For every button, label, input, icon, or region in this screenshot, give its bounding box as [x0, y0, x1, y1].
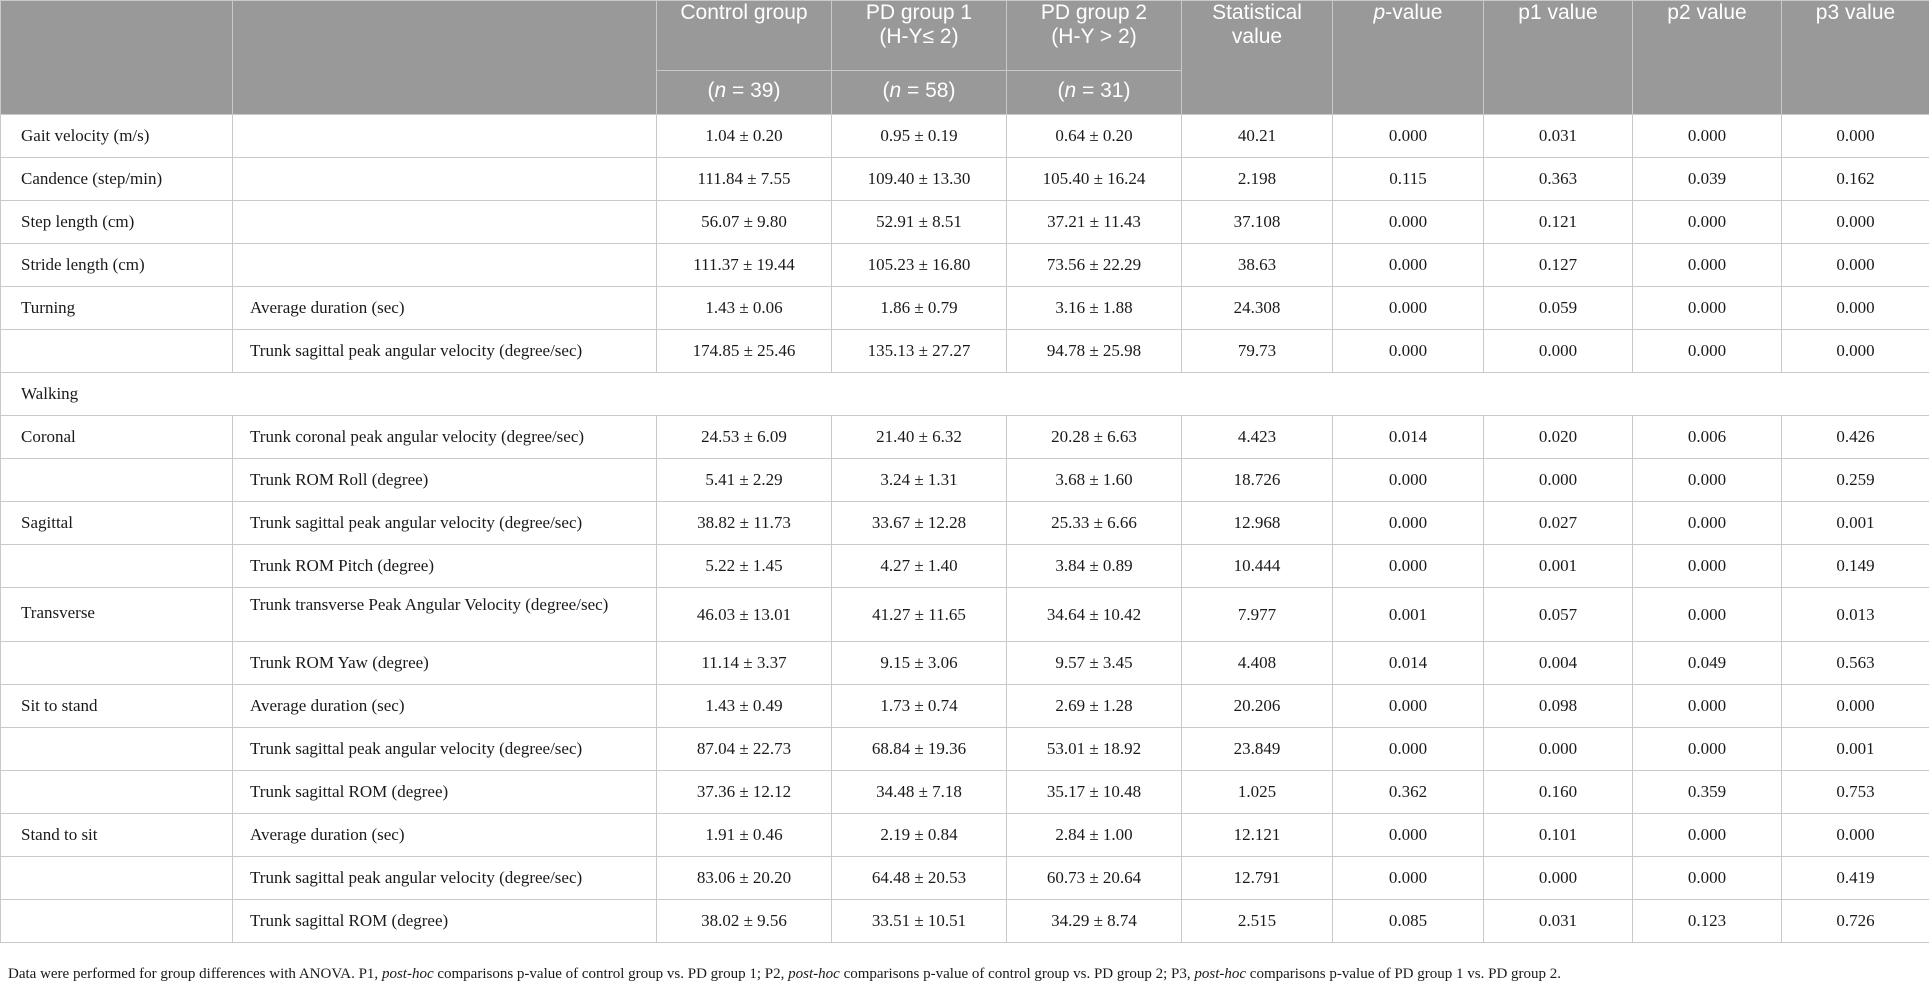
- row-measure: Trunk sagittal peak angular velocity (degree/sec): [233, 857, 657, 900]
- cell-control-value: 46.03 ± 13.01: [657, 588, 832, 642]
- row-category: [1, 642, 233, 685]
- row-measure: Trunk sagittal ROM (degree): [233, 771, 657, 814]
- row-category: [1, 857, 233, 900]
- table-body: [1, 115, 1929, 943]
- cell-statistical-value: 4.408: [1182, 642, 1333, 685]
- row-category: Coronal: [1, 416, 233, 459]
- table-row: [1, 459, 1929, 502]
- row-measure: [233, 158, 657, 201]
- cell-statistical-value: 38.63: [1182, 244, 1333, 287]
- cell-p2-value: 0.000: [1633, 115, 1782, 158]
- cell-control-value: 37.36 ± 12.12: [657, 771, 832, 814]
- cell-p2-value: 0.000: [1633, 287, 1782, 330]
- cell-p1-value: 0.059: [1484, 287, 1633, 330]
- row-measure: Trunk ROM Pitch (degree): [233, 545, 657, 588]
- cell-p1-value: 0.057: [1484, 588, 1633, 642]
- header-n-control: (n = 39): [657, 71, 832, 115]
- row-category: Gait velocity (m/s): [1, 115, 233, 158]
- cell-p3-value: 0.000: [1782, 287, 1929, 330]
- header-p-value: p-value: [1333, 1, 1484, 115]
- row-category: [1, 728, 233, 771]
- cell-pd1-value: 33.51 ± 10.51: [832, 900, 1007, 943]
- cell-p2-value: 0.359: [1633, 771, 1782, 814]
- cell-control-value: 174.85 ± 25.46: [657, 330, 832, 373]
- cell-p1-value: 0.121: [1484, 201, 1633, 244]
- row-measure: [233, 201, 657, 244]
- cell-p1-value: 0.000: [1484, 728, 1633, 771]
- cell-p1-value: 0.000: [1484, 459, 1633, 502]
- row-measure: [233, 244, 657, 287]
- row-measure: Trunk transverse Peak Angular Velocity (degree/sec): [233, 588, 657, 642]
- cell-pd1-value: 135.13 ± 27.27: [832, 330, 1007, 373]
- cell-p-value: 0.000: [1333, 545, 1484, 588]
- row-category: Sagittal: [1, 502, 233, 545]
- cell-pd2-value: 105.40 ± 16.24: [1007, 158, 1182, 201]
- table-header: [1, 1, 1929, 115]
- cell-p1-value: 0.000: [1484, 330, 1633, 373]
- table-row: [1, 588, 1929, 642]
- table-row: [1, 900, 1929, 943]
- table-row: [1, 416, 1929, 459]
- header-pd-group-2: PD group 2 (H-Y > 2): [1007, 1, 1182, 71]
- cell-statistical-value: 2.198: [1182, 158, 1333, 201]
- row-category: [1, 771, 233, 814]
- cell-control-value: 1.04 ± 0.20: [657, 115, 832, 158]
- cell-p1-value: 0.127: [1484, 244, 1633, 287]
- cell-pd2-value: 25.33 ± 6.66: [1007, 502, 1182, 545]
- cell-p3-value: 0.000: [1782, 814, 1929, 857]
- cell-pd1-value: 1.86 ± 0.79: [832, 287, 1007, 330]
- table-row: [1, 244, 1929, 287]
- table-row: [1, 287, 1929, 330]
- cell-statistical-value: 18.726: [1182, 459, 1333, 502]
- cell-pd2-value: 35.17 ± 10.48: [1007, 771, 1182, 814]
- cell-pd2-value: 20.28 ± 6.63: [1007, 416, 1182, 459]
- table-row: [1, 814, 1929, 857]
- header-blank-2: [233, 1, 657, 115]
- header-n-pd2: (n = 31): [1007, 71, 1182, 115]
- row-category: [1, 330, 233, 373]
- cell-p1-value: 0.027: [1484, 502, 1633, 545]
- cell-pd1-value: 0.95 ± 0.19: [832, 115, 1007, 158]
- cell-p2-value: 0.000: [1633, 814, 1782, 857]
- row-measure: [233, 115, 657, 158]
- cell-p3-value: 0.149: [1782, 545, 1929, 588]
- cell-p2-value: 0.000: [1633, 459, 1782, 502]
- header-pd-group-1: PD group 1 (H-Y≤ 2): [832, 1, 1007, 71]
- cell-p3-value: 0.001: [1782, 502, 1929, 545]
- cell-p3-value: 0.000: [1782, 115, 1929, 158]
- cell-statistical-value: 12.791: [1182, 857, 1333, 900]
- cell-statistical-value: 4.423: [1182, 416, 1333, 459]
- cell-control-value: 1.43 ± 0.49: [657, 685, 832, 728]
- cell-p3-value: 0.001: [1782, 728, 1929, 771]
- cell-pd1-value: 33.67 ± 12.28: [832, 502, 1007, 545]
- cell-p-value: 0.000: [1333, 287, 1484, 330]
- cell-p3-value: 0.563: [1782, 642, 1929, 685]
- cell-p2-value: 0.000: [1633, 502, 1782, 545]
- cell-p3-value: 0.753: [1782, 771, 1929, 814]
- cell-control-value: 5.41 ± 2.29: [657, 459, 832, 502]
- cell-control-value: 56.07 ± 9.80: [657, 201, 832, 244]
- cell-pd1-value: 3.24 ± 1.31: [832, 459, 1007, 502]
- cell-p1-value: 0.098: [1484, 685, 1633, 728]
- row-category: Step length (cm): [1, 201, 233, 244]
- cell-control-value: 87.04 ± 22.73: [657, 728, 832, 771]
- table-row: [1, 857, 1929, 900]
- cell-p1-value: 0.101: [1484, 814, 1633, 857]
- cell-p3-value: 0.259: [1782, 459, 1929, 502]
- table-row: [1, 158, 1929, 201]
- table-row: [1, 545, 1929, 588]
- cell-p2-value: 0.000: [1633, 330, 1782, 373]
- cell-pd1-value: 64.48 ± 20.53: [832, 857, 1007, 900]
- table-footnote: Data were performed for group differences with ANOVA. P1, post-hoc comparisons p-value of control group vs. PD group 1; P2, post-hoc comparisons p-value of control group vs. PD group 2; P3, post-hoc comparisons p-value of PD group 1 vs. PD group 2.: [8, 966, 1562, 982]
- cell-pd2-value: 73.56 ± 22.29: [1007, 244, 1182, 287]
- cell-pd1-value: 21.40 ± 6.32: [832, 416, 1007, 459]
- row-measure: Trunk ROM Yaw (degree): [233, 642, 657, 685]
- cell-statistical-value: 24.308: [1182, 287, 1333, 330]
- cell-pd2-value: 53.01 ± 18.92: [1007, 728, 1182, 771]
- cell-p3-value: 0.000: [1782, 330, 1929, 373]
- cell-p-value: 0.115: [1333, 158, 1484, 201]
- row-category: [1, 459, 233, 502]
- cell-p-value: 0.000: [1333, 814, 1484, 857]
- cell-pd1-value: 4.27 ± 1.40: [832, 545, 1007, 588]
- cell-control-value: 111.84 ± 7.55: [657, 158, 832, 201]
- cell-p-value: 0.085: [1333, 900, 1484, 943]
- cell-p-value: 0.362: [1333, 771, 1484, 814]
- cell-statistical-value: 37.108: [1182, 201, 1333, 244]
- cell-p-value: 0.000: [1333, 201, 1484, 244]
- cell-control-value: 111.37 ± 19.44: [657, 244, 832, 287]
- cell-pd2-value: 0.64 ± 0.20: [1007, 115, 1182, 158]
- row-measure: Trunk sagittal peak angular velocity (degree/sec): [233, 728, 657, 771]
- cell-p3-value: 0.419: [1782, 857, 1929, 900]
- cell-pd2-value: 2.69 ± 1.28: [1007, 685, 1182, 728]
- cell-pd1-value: 34.48 ± 7.18: [832, 771, 1007, 814]
- table-row: [1, 115, 1929, 158]
- cell-control-value: 1.91 ± 0.46: [657, 814, 832, 857]
- cell-p-value: 0.000: [1333, 330, 1484, 373]
- cell-pd1-value: 41.27 ± 11.65: [832, 588, 1007, 642]
- row-category: Stand to sit: [1, 814, 233, 857]
- cell-p1-value: 0.000: [1484, 857, 1633, 900]
- cell-control-value: 5.22 ± 1.45: [657, 545, 832, 588]
- row-measure: Trunk sagittal ROM (degree): [233, 900, 657, 943]
- section-label: Walking: [1, 373, 1929, 416]
- cell-p-value: 0.000: [1333, 459, 1484, 502]
- cell-statistical-value: 79.73: [1182, 330, 1333, 373]
- table-row: [1, 728, 1929, 771]
- header-control-group: Control group: [657, 1, 832, 71]
- row-category: Turning: [1, 287, 233, 330]
- cell-p2-value: 0.000: [1633, 201, 1782, 244]
- cell-p3-value: 0.726: [1782, 900, 1929, 943]
- cell-pd1-value: 2.19 ± 0.84: [832, 814, 1007, 857]
- cell-p-value: 0.000: [1333, 115, 1484, 158]
- cell-statistical-value: 10.444: [1182, 545, 1333, 588]
- row-category: [1, 545, 233, 588]
- cell-p-value: 0.001: [1333, 588, 1484, 642]
- table-row: [1, 502, 1929, 545]
- cell-pd1-value: 52.91 ± 8.51: [832, 201, 1007, 244]
- cell-control-value: 1.43 ± 0.06: [657, 287, 832, 330]
- cell-p3-value: 0.426: [1782, 416, 1929, 459]
- row-measure: Trunk sagittal peak angular velocity (degree/sec): [233, 502, 657, 545]
- header-n-pd1: (n = 58): [832, 71, 1007, 115]
- cell-statistical-value: 12.121: [1182, 814, 1333, 857]
- cell-pd1-value: 1.73 ± 0.74: [832, 685, 1007, 728]
- cell-statistical-value: 20.206: [1182, 685, 1333, 728]
- cell-pd2-value: 9.57 ± 3.45: [1007, 642, 1182, 685]
- cell-p2-value: 0.049: [1633, 642, 1782, 685]
- cell-p3-value: 0.162: [1782, 158, 1929, 201]
- cell-control-value: 38.02 ± 9.56: [657, 900, 832, 943]
- cell-pd1-value: 105.23 ± 16.80: [832, 244, 1007, 287]
- cell-statistical-value: 1.025: [1182, 771, 1333, 814]
- cell-p1-value: 0.160: [1484, 771, 1633, 814]
- cell-p-value: 0.014: [1333, 416, 1484, 459]
- table-row: [1, 201, 1929, 244]
- cell-control-value: 83.06 ± 20.20: [657, 857, 832, 900]
- cell-pd2-value: 3.68 ± 1.60: [1007, 459, 1182, 502]
- row-measure: Average duration (sec): [233, 814, 657, 857]
- table-row: [1, 642, 1929, 685]
- cell-p1-value: 0.001: [1484, 545, 1633, 588]
- cell-control-value: 24.53 ± 6.09: [657, 416, 832, 459]
- cell-pd2-value: 2.84 ± 1.00: [1007, 814, 1182, 857]
- header-blank-1: [1, 1, 233, 115]
- cell-pd2-value: 3.84 ± 0.89: [1007, 545, 1182, 588]
- header-p3-value: p3 value: [1782, 1, 1929, 115]
- cell-p2-value: 0.000: [1633, 545, 1782, 588]
- cell-p1-value: 0.020: [1484, 416, 1633, 459]
- cell-pd2-value: 60.73 ± 20.64: [1007, 857, 1182, 900]
- cell-pd2-value: 34.29 ± 8.74: [1007, 900, 1182, 943]
- cell-statistical-value: 7.977: [1182, 588, 1333, 642]
- cell-p1-value: 0.031: [1484, 900, 1633, 943]
- cell-p1-value: 0.004: [1484, 642, 1633, 685]
- row-measure: Average duration (sec): [233, 685, 657, 728]
- row-category: [1, 900, 233, 943]
- cell-p2-value: 0.000: [1633, 685, 1782, 728]
- cell-p2-value: 0.000: [1633, 857, 1782, 900]
- cell-p-value: 0.000: [1333, 728, 1484, 771]
- cell-control-value: 11.14 ± 3.37: [657, 642, 832, 685]
- cell-statistical-value: 23.849: [1182, 728, 1333, 771]
- cell-p1-value: 0.031: [1484, 115, 1633, 158]
- cell-p2-value: 0.039: [1633, 158, 1782, 201]
- cell-p-value: 0.000: [1333, 244, 1484, 287]
- cell-p1-value: 0.363: [1484, 158, 1633, 201]
- cell-p3-value: 0.013: [1782, 588, 1929, 642]
- cell-statistical-value: 40.21: [1182, 115, 1333, 158]
- cell-statistical-value: 12.968: [1182, 502, 1333, 545]
- cell-p-value: 0.000: [1333, 857, 1484, 900]
- cell-p-value: 0.000: [1333, 502, 1484, 545]
- cell-p2-value: 0.000: [1633, 244, 1782, 287]
- cell-pd1-value: 109.40 ± 13.30: [832, 158, 1007, 201]
- cell-control-value: 38.82 ± 11.73: [657, 502, 832, 545]
- row-measure: Trunk sagittal peak angular velocity (degree/sec): [233, 330, 657, 373]
- row-measure: Trunk ROM Roll (degree): [233, 459, 657, 502]
- row-measure: Trunk coronal peak angular velocity (degree/sec): [233, 416, 657, 459]
- table-row: [1, 330, 1929, 373]
- row-measure: Average duration (sec): [233, 287, 657, 330]
- cell-pd2-value: 94.78 ± 25.98: [1007, 330, 1182, 373]
- header-p1-value: p1 value: [1484, 1, 1633, 115]
- table-row: [1, 685, 1929, 728]
- cell-p3-value: 0.000: [1782, 244, 1929, 287]
- table-row: [1, 771, 1929, 814]
- cell-pd1-value: 9.15 ± 3.06: [832, 642, 1007, 685]
- row-category: Sit to stand: [1, 685, 233, 728]
- row-category: Transverse: [1, 588, 233, 642]
- cell-pd2-value: 37.21 ± 11.43: [1007, 201, 1182, 244]
- cell-pd1-value: 68.84 ± 19.36: [832, 728, 1007, 771]
- cell-p2-value: 0.006: [1633, 416, 1782, 459]
- cell-pd2-value: 34.64 ± 10.42: [1007, 588, 1182, 642]
- cell-p2-value: 0.123: [1633, 900, 1782, 943]
- table-row: [1, 373, 1929, 416]
- header-statistical-value: Statistical value: [1182, 1, 1333, 115]
- header-p2-value: p2 value: [1633, 1, 1782, 115]
- cell-p3-value: 0.000: [1782, 685, 1929, 728]
- row-category: Candence (step/min): [1, 158, 233, 201]
- cell-statistical-value: 2.515: [1182, 900, 1333, 943]
- cell-p2-value: 0.000: [1633, 728, 1782, 771]
- row-category: Stride length (cm): [1, 244, 233, 287]
- cell-p-value: 0.014: [1333, 642, 1484, 685]
- cell-p2-value: 0.000: [1633, 588, 1782, 642]
- cell-pd2-value: 3.16 ± 1.88: [1007, 287, 1182, 330]
- cell-p-value: 0.000: [1333, 685, 1484, 728]
- cell-p3-value: 0.000: [1782, 201, 1929, 244]
